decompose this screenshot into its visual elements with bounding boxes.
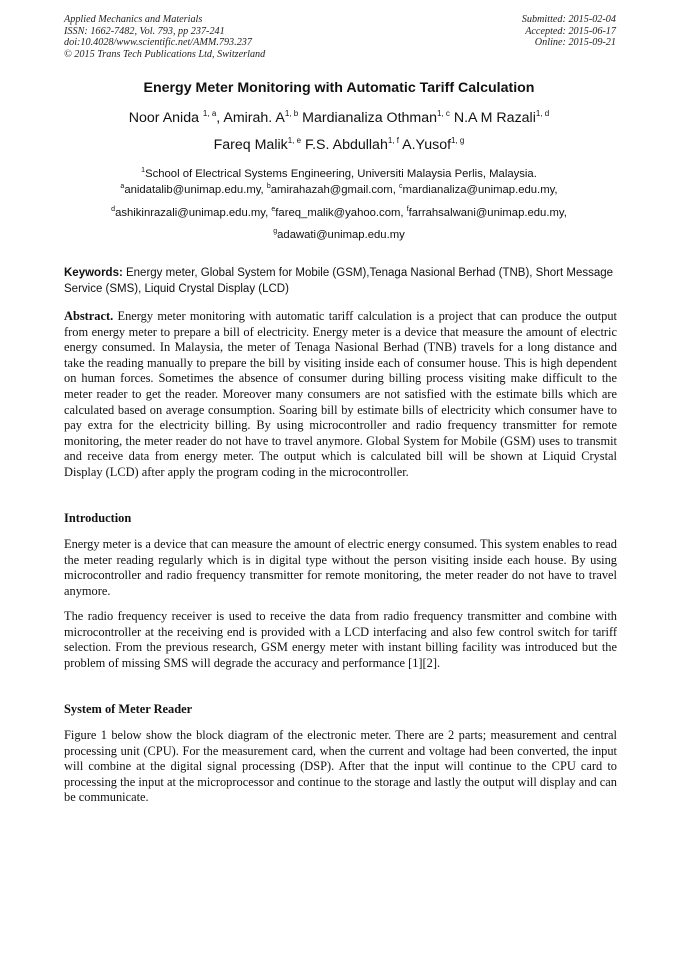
journal-name: Applied Mechanics and Materials — [64, 14, 203, 25]
email-sup: b — [266, 183, 271, 190]
email-sup: c — [399, 183, 403, 190]
email: mardianaliza@unimap.edu.my, — [402, 184, 558, 196]
accepted-date: Accepted: 2015-06-17 — [525, 25, 616, 37]
introduction-paragraph-2: The radio frequency receiver is used to receive the data from radio frequency transmitter and combine with microcontroller at the receiving end is provided with a LCD interfacing and also few control switch for tariff selection. From the previous research, GSM energy meter with instant billing facility was introduced but the problem of missing SMS will degrade the accuracy and performance [1][2]. — [64, 609, 617, 670]
abstract — [64, 309, 617, 481]
section-heading-introduction: Introduction — [64, 511, 132, 525]
paper-title: Energy Meter Monitoring with Automatic Tariff Calculation — [143, 80, 535, 96]
submission-dates — [522, 14, 616, 49]
keywords-label: Keywords: — [64, 267, 123, 279]
affiliation-text: School of Electrical Systems Engineering, Universiti Malaysia Perlis, Malaysia. — [145, 168, 537, 180]
email-sup: d — [111, 206, 116, 213]
email-sup: e — [271, 206, 276, 213]
email-sup: g — [273, 228, 278, 235]
author-name: Noor Anida — [128, 110, 203, 126]
author-sup: 1, f — [387, 136, 399, 145]
author-name: N.A M Razali — [449, 110, 536, 126]
abstract-label: Abstract. — [64, 309, 114, 323]
keywords — [64, 265, 617, 297]
affiliation-sup: 1 — [141, 167, 146, 174]
section-heading-system: System of Meter Reader — [64, 702, 193, 716]
abstract-text: Energy meter monitoring with automatic tariff calculation is a project that can produce the output from energy meter to prepare a bill of electricity. Energy meter is a device that measure the amount of electric energy consumed. In Malaysia, the meter of Tenaga Nasional Berhad (TNB) travels for a long distance and take the reading manually to prepare the bill by visiting inside each of consumer house. This is high dependent on human forces. Sometimes the absence of consumer during billing process visiting make difficult to the meter reader to get the reader. Moreover many consumers are not satisfied with the estimate bills which are calculated based on average consumption. Soaring bill by estimate bills of electricity which consumer have to pay extra for the electricity billing. By using microcontroller and radio frequency transmitter for remote monitoring, the meter reader do not have to travel anymore. Global System for Mobile (GSM) uses to transmit and receive data from energy meter. The output which is calculated bill will be shown at Liquid Crystal Display (LCD) after apply the program coding in the microcontroller. — [64, 309, 617, 479]
journal-copyright: © 2015 Trans Tech Publications Ltd, Switzerland — [64, 48, 266, 60]
author-sup: 1, e — [287, 136, 302, 145]
author-name: Fareq Malik — [213, 137, 288, 153]
author-line-1 — [0, 109, 678, 127]
email-sup: a — [120, 183, 125, 190]
journal-doi: doi:10.4028/www.scientific.net/AMM.793.237 — [64, 37, 252, 49]
author-name: Mardianaliza Othman — [298, 110, 438, 126]
email-sup: f — [406, 206, 409, 213]
author-sup: 1, c — [437, 109, 450, 118]
affiliation — [0, 168, 678, 181]
author-name: , Amirah. A — [216, 110, 285, 126]
email: farrahsalwani@unimap.edu.my, — [408, 207, 567, 219]
email: ashikinrazali@unimap.edu.my, — [115, 207, 272, 219]
email: fareq_malik@yahoo.com, — [275, 207, 407, 219]
author-line-2 — [0, 136, 678, 154]
keywords-text: Energy meter, Global System for Mobile (GSM),Tenaga Nasional Berhad (TNB), Short Message Service (SMS), Liquid Crystal Display (LCD) — [64, 267, 614, 295]
email: adawati@unimap.edu.my — [277, 229, 405, 241]
email: amirahazah@gmail.com, — [270, 184, 399, 196]
email: anidatalib@unimap.edu.my, — [124, 184, 267, 196]
author-sup: 1, g — [451, 136, 465, 145]
email-line-1 — [0, 184, 678, 197]
author-sup: 1, b — [284, 109, 299, 118]
email-line-2 — [0, 207, 678, 220]
online-date: Online: 2015-09-21 — [534, 37, 616, 49]
journal-info — [64, 14, 265, 60]
email-line-3 — [0, 229, 678, 242]
author-sup: 1, d — [535, 109, 550, 118]
journal-issn: ISSN: 1662-7482, Vol. 793, pp 237-241 — [64, 25, 225, 37]
author-name: F.S. Abdullah — [301, 137, 388, 153]
author-name: A.Yusof — [398, 137, 452, 153]
author-sup: 1, a — [202, 109, 217, 118]
system-paragraph-1: Figure 1 below show the block diagram of the electronic meter. There are 2 parts; measurement and central processing unit (CPU). For the measurement card, when the current and voltage had been converted, the input will combine at the digital signal processing (DSP). After that the input will continue to the CPU card to processing the input at the microprocessor and continue to the storage and lastly the output will display and can be communicate. — [64, 728, 617, 805]
submitted-date: Submitted: 2015-02-04 — [521, 14, 616, 25]
introduction-paragraph-1: Energy meter is a device that can measure the amount of electric energy consumed. This system enables to read the meter reading regularly which is in digital type without the person visiting inside each house. By using microcontroller and radio frequency transmitter for remote monitoring, the meter reader do not have to travel anymore. — [64, 537, 617, 598]
